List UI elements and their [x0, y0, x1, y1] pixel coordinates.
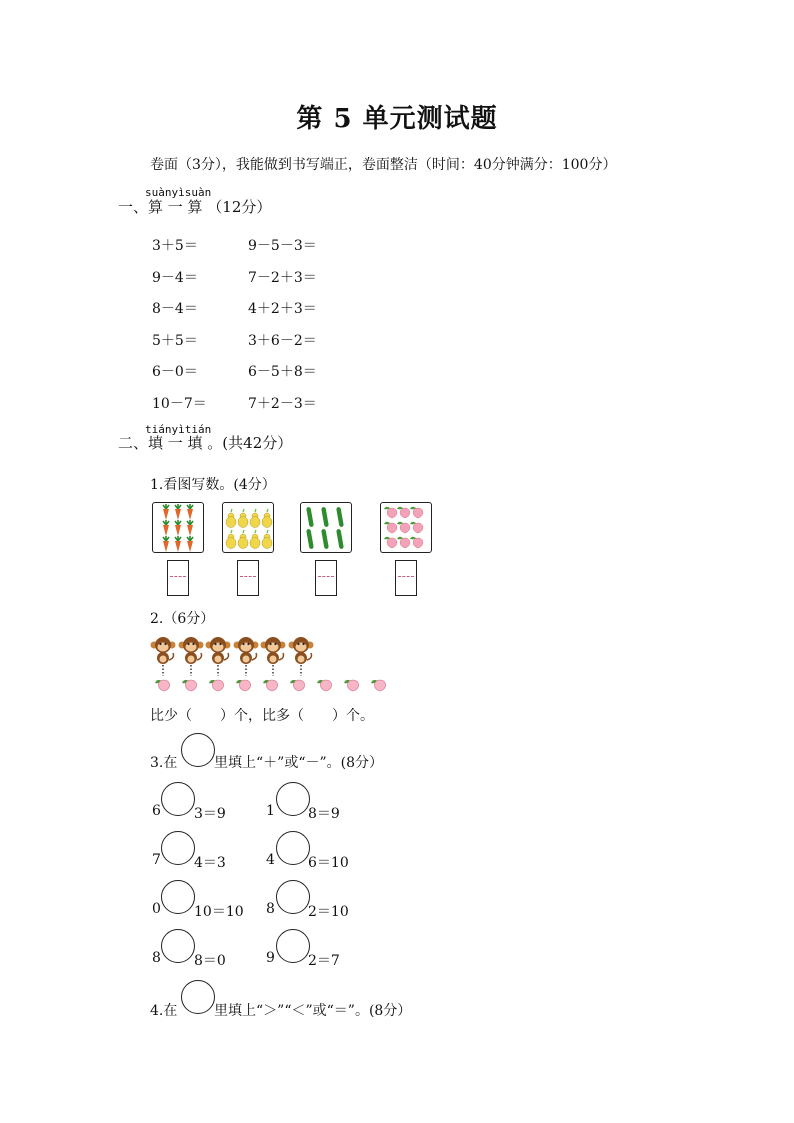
equation-part: 8＝9 [308, 806, 340, 822]
monkey-icon [150, 636, 176, 666]
equation-part: 6＝10 [308, 855, 349, 871]
monkey-icon [260, 636, 286, 666]
equation-part: 8 [266, 901, 275, 917]
peach-icon [208, 676, 228, 694]
peach-icon [289, 676, 309, 694]
writing-guide-line [240, 576, 256, 577]
equation-part: 10＝10 [194, 904, 244, 920]
section2-pinyin: tiányìtián [145, 423, 212, 436]
equation-part: 3＝9 [194, 806, 226, 822]
peach-icon [235, 676, 255, 694]
operator-answer-circle[interactable] [161, 831, 195, 865]
answer-box[interactable] [167, 560, 189, 596]
calc-item: 3＋5＝ [152, 238, 198, 254]
section1-pinyin: suànyìsuàn [145, 186, 212, 199]
pear-icon [223, 503, 273, 552]
writing-guide-line [318, 576, 334, 577]
equation-part: 2＝10 [308, 904, 349, 920]
operator-answer-circle[interactable] [276, 929, 310, 963]
peach-icon [154, 676, 174, 694]
carrot-icon [153, 503, 203, 552]
q2-label: 2.（6分） [150, 611, 215, 627]
section1-heading: 一、算 一 算 （12分） [118, 198, 272, 216]
page-title: 第 5 单元测试题 [296, 104, 498, 134]
answer-box[interactable] [395, 560, 417, 596]
section2-heading: 二、填 一 填 。(共42分） [118, 434, 293, 452]
monkey-icon [178, 636, 204, 666]
equation-part: 2＝7 [308, 953, 340, 969]
calc-item: 3＋6－2＝ [248, 332, 317, 349]
pear-picture [222, 502, 274, 553]
cucumber-icon [301, 503, 351, 552]
operator-answer-circle[interactable] [161, 880, 195, 914]
equation-part: 8 [152, 950, 161, 966]
equation-part: 4＝3 [194, 855, 226, 871]
q2-sentence: 比少（ ）个，比多（ ）个。 [150, 708, 374, 724]
answer-box[interactable] [315, 560, 337, 596]
calc-item: 9－4＝ [152, 269, 198, 286]
calc-item: 7－2＋3＝ [248, 269, 317, 286]
calc-item: 8－4＝ [152, 301, 198, 317]
calc-item: 9－5－3＝ [248, 238, 317, 254]
peach-icon [370, 676, 390, 694]
q3-label-end: 里填上“＋”或“－”。(8分） [214, 755, 383, 771]
answer-circle-example [181, 980, 215, 1014]
equation-part: 4 [266, 852, 275, 868]
calc-item: 10－7＝ [152, 395, 207, 412]
operator-answer-circle[interactable] [276, 782, 310, 816]
exam-note: 卷面（3分），我能做到书写端正，卷面整洁（时间：40分钟满分：100分） [150, 157, 617, 173]
writing-guide-line [170, 576, 186, 577]
operator-answer-circle[interactable] [161, 929, 195, 963]
calc-item: 4＋2＋3＝ [248, 301, 317, 317]
operator-answer-circle[interactable] [276, 831, 310, 865]
peach-picture [380, 502, 432, 553]
peach-icon [181, 676, 201, 694]
calc-item: 6－5＋8＝ [248, 364, 317, 380]
equation-part: 7 [152, 852, 161, 868]
equation-part: 6 [152, 803, 161, 819]
peach-icon [262, 676, 282, 694]
peach-icon [316, 676, 336, 694]
peach-icon [381, 503, 431, 552]
equation-part: 8＝0 [194, 953, 226, 969]
q4-label-start: 4.在 [150, 1003, 178, 1019]
equation-part: 9 [266, 950, 275, 966]
calc-item: 7＋2－3＝ [248, 395, 317, 412]
calc-item: 5＋5＝ [152, 332, 198, 349]
q1-label: 1.看图写数。(4分） [150, 477, 276, 493]
monkey-icon [233, 636, 259, 666]
monkey-icon [205, 636, 231, 666]
operator-answer-circle[interactable] [161, 782, 195, 816]
peach-icon [343, 676, 363, 694]
operator-answer-circle[interactable] [276, 880, 310, 914]
answer-box[interactable] [237, 560, 259, 596]
q3-label-start: 3.在 [150, 755, 178, 771]
calc-item: 6－0＝ [152, 364, 198, 380]
q4-label-end: 里填上“＞”“＜”或“＝”。(8分） [214, 1003, 412, 1019]
answer-circle-example [181, 733, 215, 767]
equation-part: 0 [152, 901, 161, 917]
cucumber-picture [300, 502, 352, 553]
equation-part: 1 [266, 803, 275, 819]
monkey-icon [288, 636, 314, 666]
writing-guide-line [398, 576, 414, 577]
carrot-picture [152, 502, 204, 553]
